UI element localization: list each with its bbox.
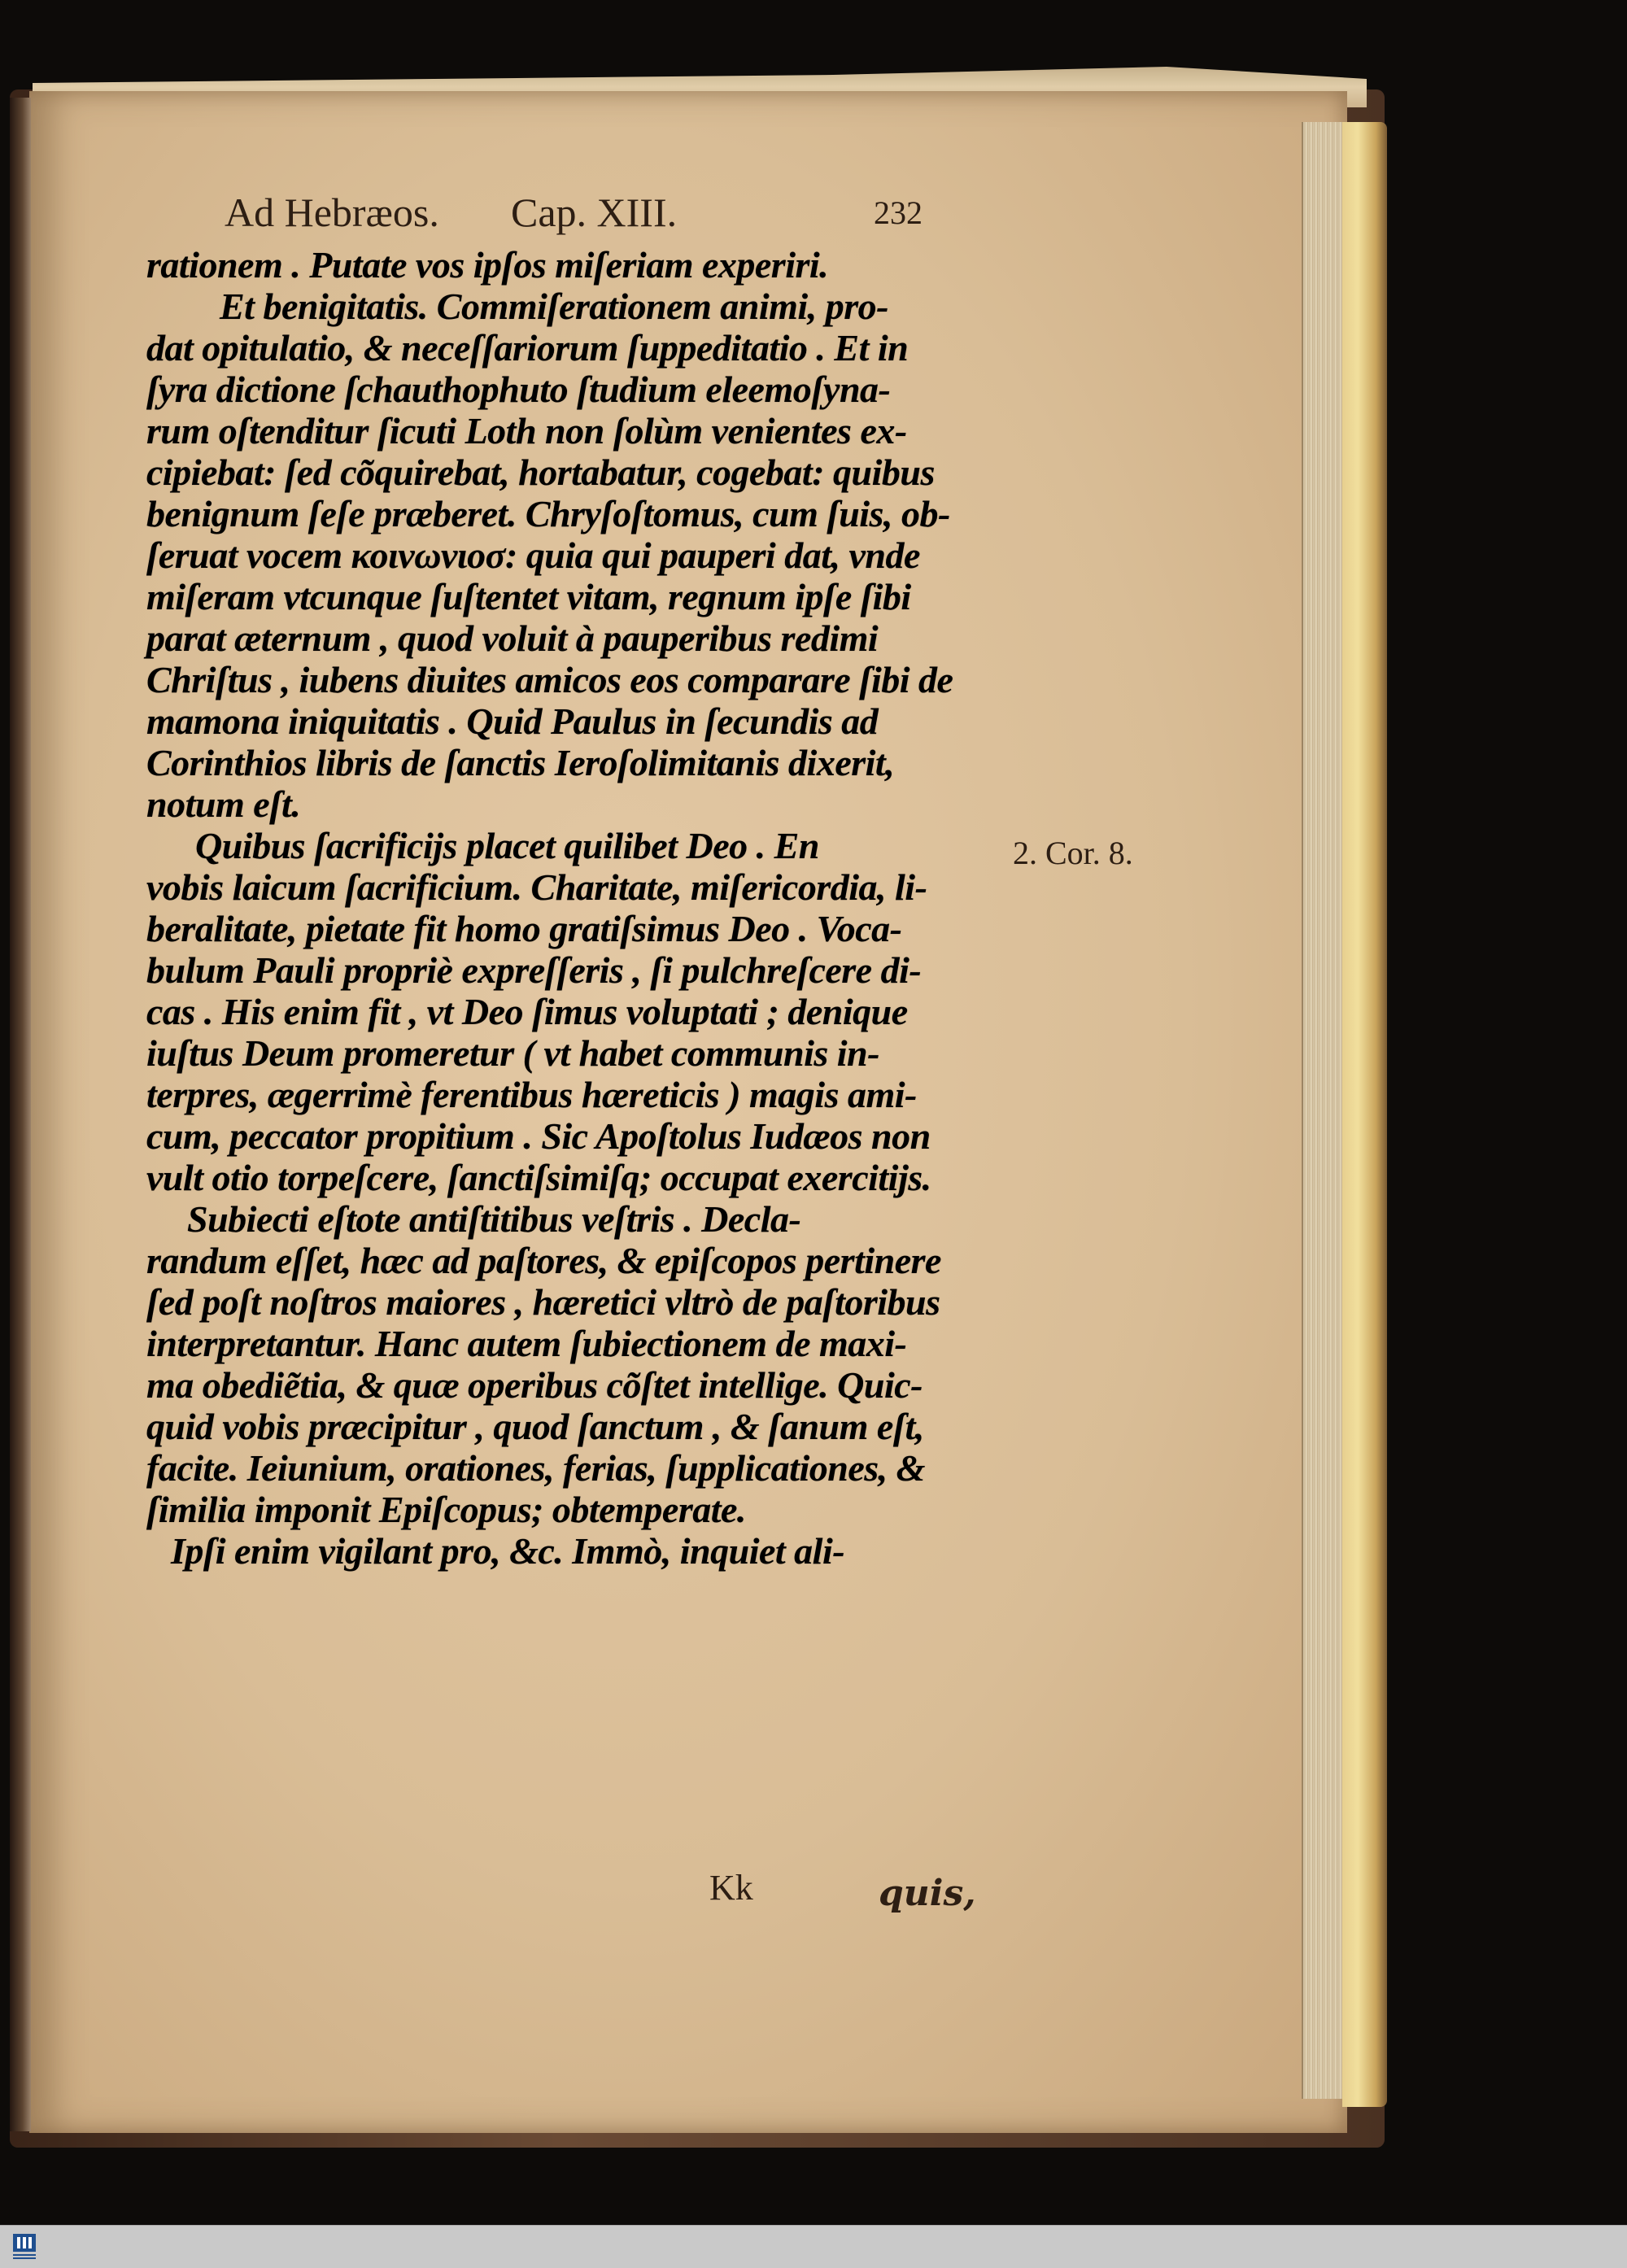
text-line: interpretantur. Hanc autem ſubiectionem de maxi-	[146, 1323, 907, 1364]
marginal-note: 2. Cor. 8.	[1013, 835, 1133, 871]
page-body-text	[146, 244, 1025, 1572]
text-line: facite. Ieiunium, orationes, ferias, ſupplicationes, &	[146, 1447, 925, 1489]
running-head	[225, 189, 1005, 246]
text-line: cas . His enim fit , vt Deo ſimus voluptati ; denique	[146, 991, 908, 1032]
text-line: benignum ſeſe præberet. Chryſoſtomus, cum ſuis, ob-	[146, 493, 950, 534]
text-line: vobis laicum ſacrificium. Charitate, miſericordia, li-	[146, 866, 927, 908]
text-line: rum oſtenditur ſicuti Loth non ſolùm venientes ex-	[146, 410, 907, 451]
text-line: ſed poſt noſtros maiores , hæretici vltrò de paſtoribus	[146, 1281, 940, 1323]
signature-mark: Kk	[709, 1868, 753, 1908]
text-line: notum eſt.	[146, 783, 301, 825]
text-line: beralitate, pietate fit homo gratiſsimus Deo . Voca-	[146, 908, 902, 949]
text-line: bulum Pauli propriè expreſſeris , ſi pulchreſcere di-	[146, 949, 922, 991]
text-line: Quibus ſacrificijs placet quilibet Deo . En	[195, 825, 819, 866]
page-number: 232	[874, 194, 923, 231]
text-line: quid vobis præcipitur , quod ſanctum , & ſanum eſt,	[146, 1406, 924, 1447]
text-line: Subiecti eſtote antiſtitibus veſtris . Decla-	[187, 1198, 801, 1240]
text-line: ſimilia imponit Epiſcopus; obtemperate.	[146, 1489, 746, 1530]
text-line: iuſtus Deum promeretur ( vt habet communis in-	[146, 1032, 879, 1074]
book-board-edge	[1342, 122, 1387, 2107]
running-head-title: Ad Hebræos.	[225, 190, 439, 235]
viewer-footer-bar	[0, 2225, 1627, 2268]
running-head-chapter: Cap. XIII.	[511, 190, 678, 235]
text-line: parat æternum , quod voluit à pauperibus redimi	[146, 617, 879, 659]
text-line: Et benigitatis. Commiſerationem animi, pro-	[220, 286, 888, 327]
catchword: quis,	[879, 1873, 976, 1914]
text-line: terpres, ægerrimè ferentibus hæreticis ) magis ami-	[146, 1074, 917, 1115]
text-line: miſeram vtcunque ſuſtentet vitam, regnum ipſe ſibi	[146, 576, 911, 617]
text-line: Ipſi enim vigilant pro, &c. Immò, inquiet ali-	[171, 1530, 845, 1572]
text-line: ſyra dictione ſchauthophuto ſtudium eleemoſyna-	[146, 369, 891, 410]
text-line: randum eſſet, hæc ad paſtores, & epiſcopos pertinere	[146, 1240, 941, 1281]
book-gutter	[10, 98, 31, 2131]
text-line: cum, peccator propitium . Sic Apoſtolus Iudæos non	[146, 1115, 931, 1157]
text-line: ſeruat vocem κοινωνιοσ: quia qui pauperi dat, vnde	[146, 534, 920, 576]
text-line: dat opitulatio, & neceſſariorum ſuppeditatio . Et in	[146, 327, 909, 369]
page-fore-edge	[1302, 122, 1346, 2099]
text-line: mamona iniquitatis . Quid Paulus in ſecundis ad	[146, 700, 879, 742]
text-line: vult otio torpeſcere, ſanctiſsimiſq; occupat exercitijs.	[146, 1157, 931, 1198]
text-line: Chriſtus , iubens diuites amicos eos comparare ſibi de	[146, 659, 953, 700]
text-line: ma obediẽtia, & quæ operibus cõſtet intellige. Quic-	[146, 1364, 923, 1406]
library-logo-icon	[11, 2232, 37, 2261]
text-line: rationem . Putate vos ipſos miſeriam experiri.	[146, 244, 829, 286]
text-line: Corinthios libris de ſanctis Ieroſolimitanis dixerit,	[146, 742, 895, 783]
text-line: cipiebat: ſed cõquirebat, hortabatur, cogebat: quibus	[146, 451, 935, 493]
